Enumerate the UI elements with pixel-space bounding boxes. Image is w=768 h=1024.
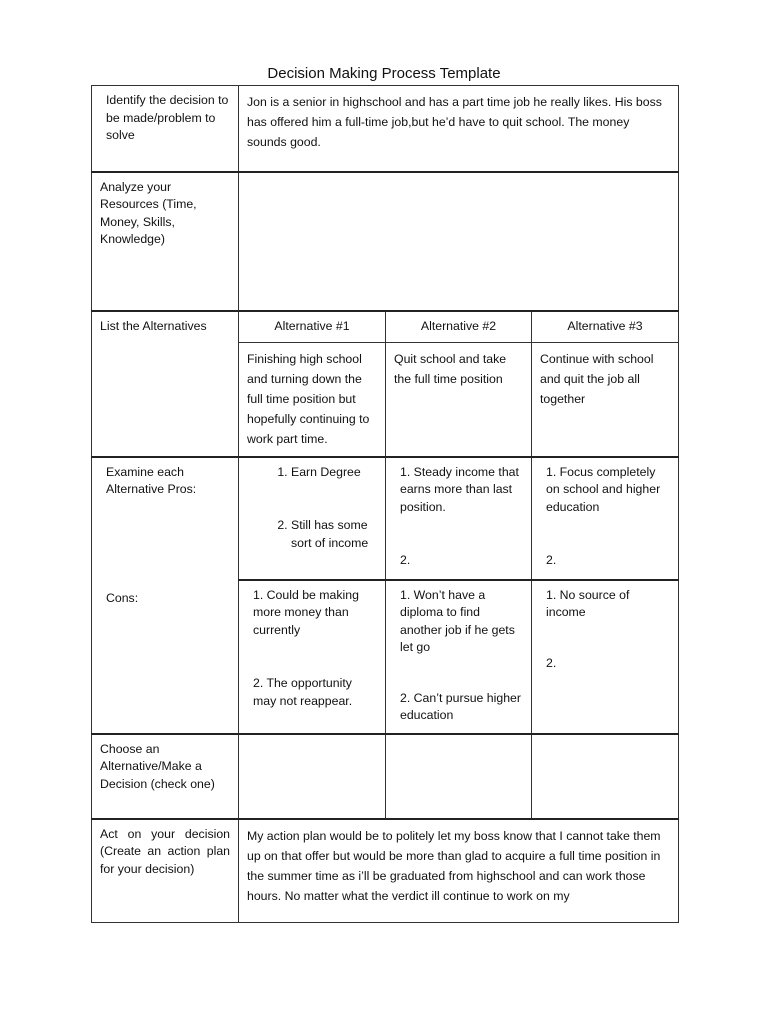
- alternative-2-cons: [386, 580, 532, 734]
- alternative-2-pro-2: 2.: [400, 553, 411, 567]
- choose-alternative-3-cell[interactable]: [532, 734, 679, 819]
- act-content: My action plan would be to politely let my boss know that I cannot take them up on that offer but would be more than glad to acquire a full time position in the summer time as i’ll be graduated from highschool and can work those hours. No matter what the verdict ill continue to work on my: [239, 819, 679, 923]
- analyze-content: [239, 172, 679, 311]
- document-title: Decision Making Process Template: [267, 65, 501, 82]
- alternative-3-con-2: 2.: [546, 655, 557, 670]
- alternative-2-con-1: 1. Won’t have a diploma to find another job if he gets let go: [400, 587, 515, 654]
- alternative-2-pro-1: 1. Steady income that earns more than last position.: [400, 464, 519, 514]
- alternative-3-pro-1: 1. Focus completely on school and higher education: [546, 464, 661, 514]
- identify-content: Jon is a senior in highschool and has a part time job he really likes. His boss has offered him a full-time job,but he’d have to quit school. The money sounds good.: [239, 86, 679, 172]
- alternative-3-description: Continue with school and quit the job all together: [532, 343, 679, 457]
- alternative-1-cons: [239, 580, 386, 734]
- row-act: [92, 819, 679, 923]
- alternative-1-header: Alternative #1: [239, 311, 386, 343]
- row-alternatives-header: [92, 311, 679, 343]
- identify-label: Identify the decision to be made/problem to solve: [92, 86, 239, 172]
- analyze-label: Analyze your Resources (Time, Money, Skills, Knowledge): [92, 172, 239, 311]
- alternative-3-pro-2: 2.: [546, 553, 557, 567]
- decision-table: [91, 85, 679, 923]
- alternative-3-cons: [532, 580, 679, 734]
- alternative-2-pros: [386, 457, 532, 580]
- alternative-3-pros: [532, 457, 679, 580]
- alternatives-label: List the Alternatives: [92, 311, 239, 457]
- alternative-3-con-1: 1. No source of income: [546, 587, 630, 619]
- pros-label: Examine each Alternative Pros:: [92, 457, 239, 580]
- alternative-1-pro-1: 1. Earn Degree: [291, 464, 377, 482]
- row-identify: [92, 86, 679, 172]
- alternative-3-header: Alternative #3: [532, 311, 679, 343]
- act-label: Act on your decision (Create an action plan for your decision): [92, 819, 239, 923]
- alternative-2-description: Quit school and take the full time position: [386, 343, 532, 457]
- alternative-2-con-2: 2. Can’t pursue higher education: [400, 690, 521, 722]
- row-cons: [92, 580, 679, 734]
- row-pros: [92, 457, 679, 580]
- cons-label: Cons:: [92, 580, 239, 734]
- alternative-1-con-2: 2. The opportunity may not reappear.: [253, 676, 353, 708]
- alternative-1-description: Finishing high school and turning down the full time position but hopefully continuing to work part time.: [239, 343, 386, 457]
- choose-label: Choose an Alternative/Make a Decision (check one): [92, 734, 239, 819]
- row-analyze: [92, 172, 679, 311]
- alternative-1-con-1: 1. Could be making more money than currently: [253, 587, 359, 637]
- alternative-1-pro-2: 2. Still has some sort of income: [291, 517, 377, 552]
- choose-alternative-1-cell[interactable]: [239, 734, 386, 819]
- choose-alternative-2-cell[interactable]: [386, 734, 532, 819]
- alternative-1-pros: [239, 457, 386, 580]
- row-choose: [92, 734, 679, 819]
- alternative-2-header: Alternative #2: [386, 311, 532, 343]
